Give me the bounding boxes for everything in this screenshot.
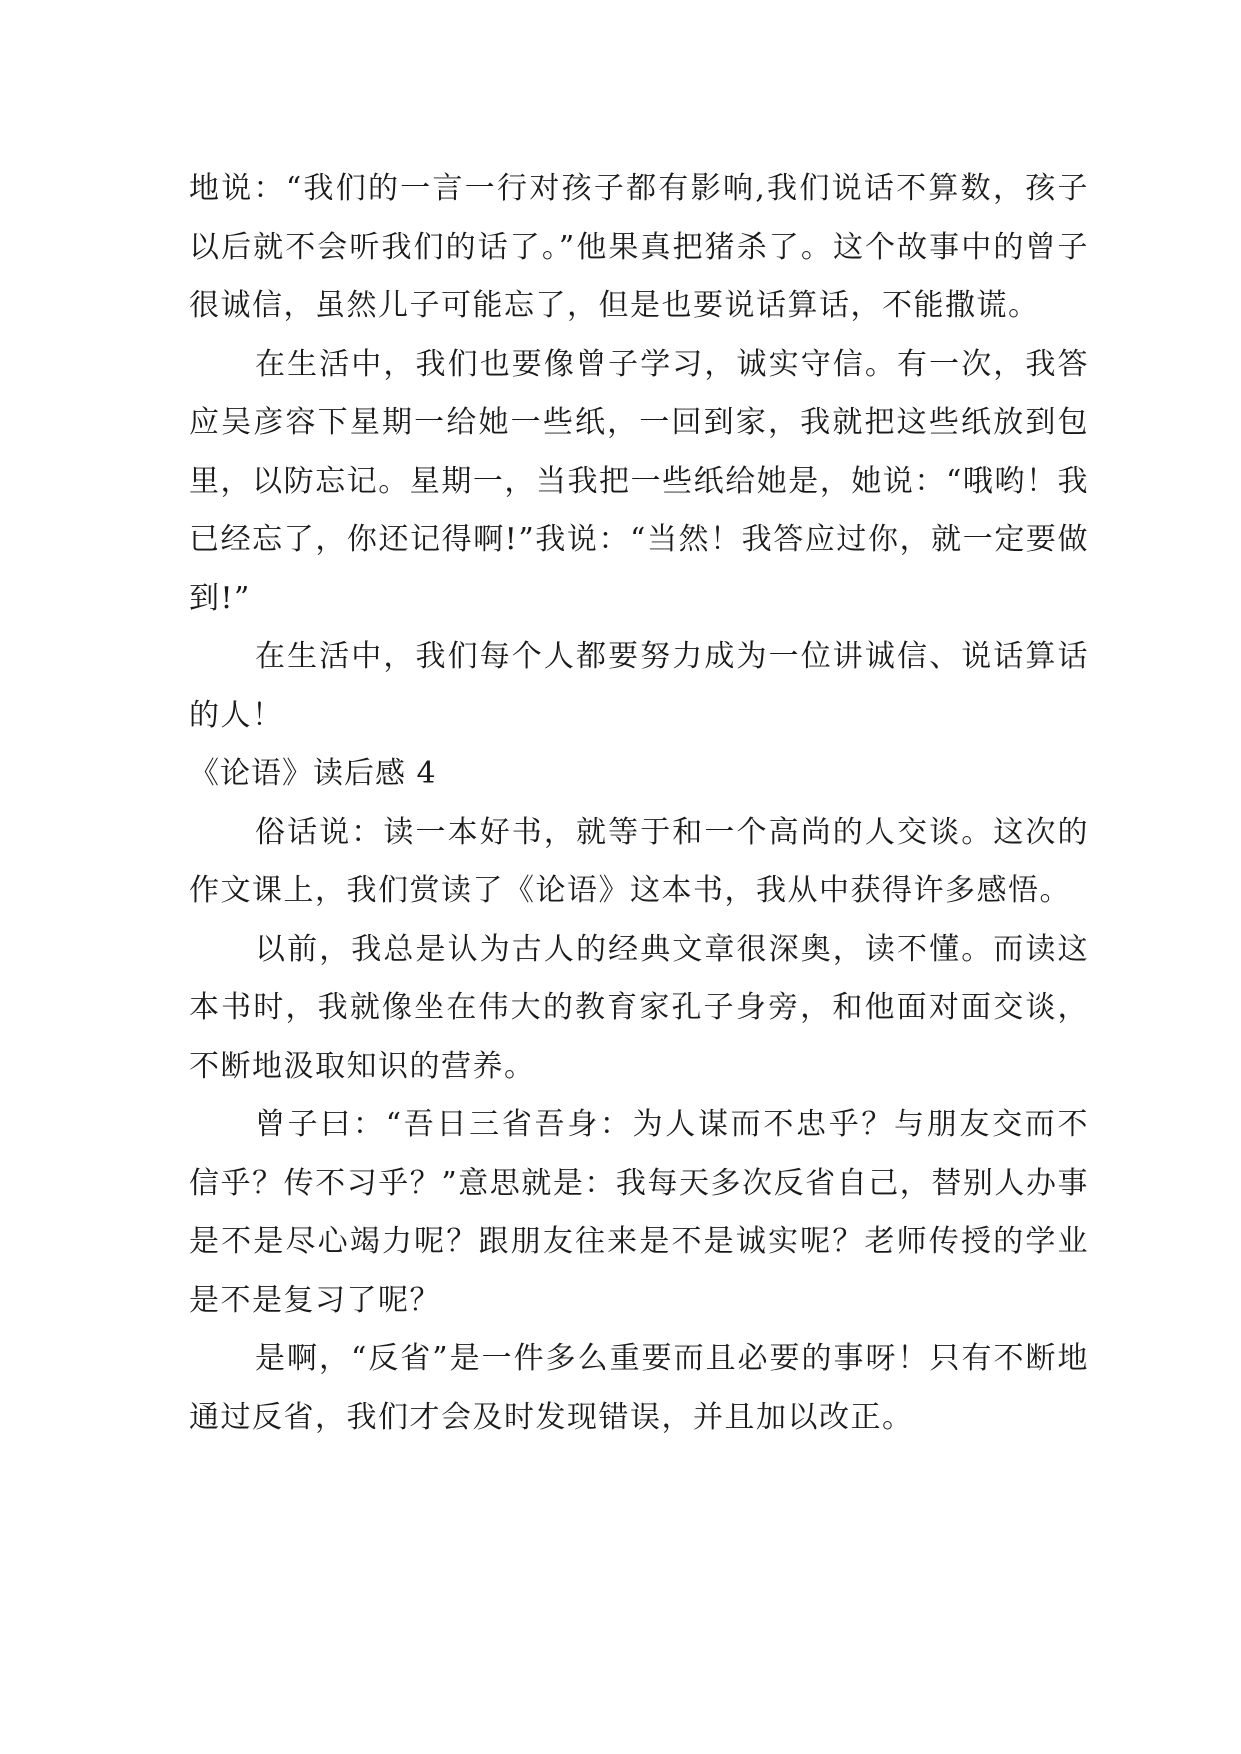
paragraph-quote: 曾子曰：“吾日三省吾身：为人谋而不忠乎？与朋友交而不信乎？传不习乎？”意思就是：我每天多次反省自己，替别人办事是不是尽心竭力呢？跟朋友往来是不是诚实呢？老师传授的学业是不是复习了呢？ xyxy=(189,1107,1089,1318)
paragraph-intro: 俗话说：读一本好书，就等于和一个高尚的人交谈。这次的作文课上，我们赏读了《论语》这本书，我从中获得许多感悟。 xyxy=(189,814,1089,908)
section-heading: 《论语》读后感 4 xyxy=(189,756,437,791)
paragraph-reflection: 是啊，“反省”是一件多么重要而且必要的事呀！只有不断地通过反省，我们才会及时发现错误，并且加以改正。 xyxy=(189,1341,1089,1435)
paragraph-before: 以前，我总是认为古人的经典文章很深奥，读不懂。而读这本书时，我就像坐在伟大的教育家孔子身旁，和他面对面交谈，不断地汲取知识的营养。 xyxy=(189,931,1089,1084)
paragraph-continuation: 地说：“我们的一言一行对孩子都有影响,我们说话不算数，孩子以后就不会听我们的话了。”他果真把猪杀了。这个故事中的曾子很诚信，虽然儿子可能忘了，但是也要说话算话，不能撒谎。 xyxy=(189,171,1089,323)
paragraph-life-example: 在生活中，我们也要像曾子学习，诚实守信。有一次，我答应吴彦容下星期一给她一些纸，一回到家，我就把这些纸放到包里，以防忘记。星期一，当我把一些纸给她是，她说：“哦哟！我已经忘了，你还记得啊!”我说：“当然！我答应过你，就一定要做到!” xyxy=(189,346,1089,616)
document-body xyxy=(189,160,1089,1447)
paragraph-conclusion: 在生活中，我们每个人都要努力成为一位讲诚信、说话算话的人！ xyxy=(189,639,1089,733)
